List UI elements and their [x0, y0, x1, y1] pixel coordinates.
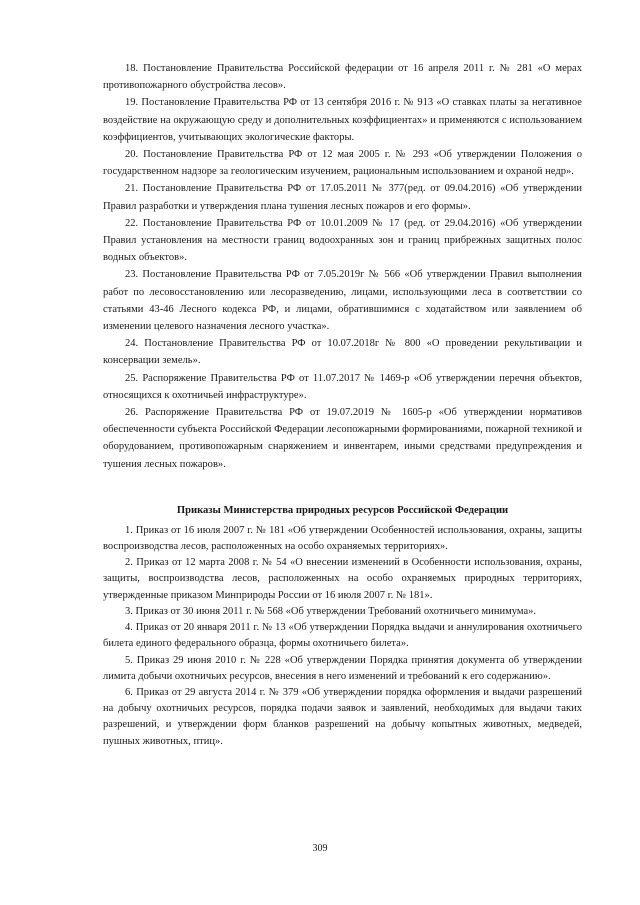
order-item-3: 3. Приказ от 30 июня 2011 г. № 568 «Об утверждении Требований охотничьего минимума». [125, 605, 537, 617]
regulation-item-18: 18. Постановление Правительства Российской федерации от 16 апреля 2011 г. № 281 «О мерах противопожарного обустройства лесов». [103, 63, 582, 92]
regulation-item-25: 25. Распоряжение Правительства РФ от 11.07.2017 № 1469-р «Об утверждении перечня объектов, относящихся к охотничьей инфраструктуре». [103, 372, 582, 401]
document-page [103, 60, 582, 750]
section-heading: Приказы Министерства природных ресурсов Российской Федерации [176, 504, 509, 516]
order-item-6: 6. Приказ от 29 августа 2014 г. № 379 «Об утверждении порядка оформления и выдачи разрешений на добычу охотничьих ресурсов, порядка подачи заявок и заявлений, необходимых для выдачи таких разрешений, и утверждении форм бланков разрешений на добычу копытных животных, медведей, пушных животных, птиц». [103, 686, 582, 747]
order-item-4: 4. Приказ от 20 января 2011 г. № 13 «Об утверждении Порядка выдачи и аннулирования охотничьего билета единого федерального образца, формы охотничьего билета». [103, 622, 582, 650]
page-number: 309 [312, 843, 328, 854]
regulation-item-21: 21. Постановление Правительства РФ от 17.05.2011 № 377(ред. от 09.04.2016) «Об утверждении Правил разработки и утверждения плана тушения лесных пожаров и его формы». [103, 183, 582, 212]
regulation-item-23: 23. Постановление Правительства РФ от 7.05.2019г № 566 «Об утверждении Правил выполнения работ по лесовосстановлению или лесоразведению, лицами, использующими леса в соответствии со статьями 43-46 Лесного кодекса РФ, и лицами, обратившимися с ходатайством или заявлением об изменении целевого назначения лесного участка». [103, 269, 582, 333]
regulation-item-20: 20. Постановление Правительства РФ от 12 мая 2005 г. № 293 «Об утверждении Положения о государственном надзоре за геологическим изучением, рациональным использованием и охраной недр». [103, 149, 582, 178]
order-item-1: 1. Приказ от 16 июля 2007 г. № 181 «Об утверждении Особенностей использования, охраны, защиты воспроизводства лесов, расположенных на особо охраняемых территориях». [103, 524, 582, 553]
regulation-item-19: 19. Постановление Правительства РФ от 13 сентября 2016 г. № 913 «О ставках платы за негативное воздействие на окружающую среду и дополнительных коэффициентах» и применяются с использованием коэффициентов, учитывающих экологические факторы. [103, 97, 582, 143]
section-spacer [103, 473, 582, 503]
order-item-2: 2. Приказ от 12 марта 2008 г. № 54 «О внесении изменений в Особенности использования, охраны, защиты, воспроизводства лесов, расположенных на особо охраняемых природных территориях, утвержденные приказом Минприроды России от 16 июля 2007 г. № 181». [103, 557, 582, 601]
regulation-item-22: 22. Постановление Правительства РФ от 10.01.2009 № 17 (ред. от 29.04.2016) «Об утверждении Правил установления на местности границ водоохранных зон и границ прибрежных защитных полос водных объектов». [103, 217, 582, 264]
order-item-5: 5. Приказ 29 июня 2010 г. № 228 «Об утверждении Порядка принятия документа об утверждении лимита добычи охотничьих ресурсов, внесения в него изменений и требований к его содержанию». [103, 654, 582, 682]
regulation-item-24: 24. Постановление Правительства РФ от 10.07.2018г № 800 «О проведении рекультивации и консервации земель». [103, 338, 582, 367]
regulation-item-26: 26. Распоряжение Правительства РФ от 19.07.2019 № 1605-р «Об утверждении нормативов обеспеченности субъекта Российской Федерации лесопожарными формированиями, пожарной техникой и оборудованием, противопожарным снаряжением и инвентарем, иными средствами предупреждения и тушения лесных пожаров». [103, 407, 583, 470]
